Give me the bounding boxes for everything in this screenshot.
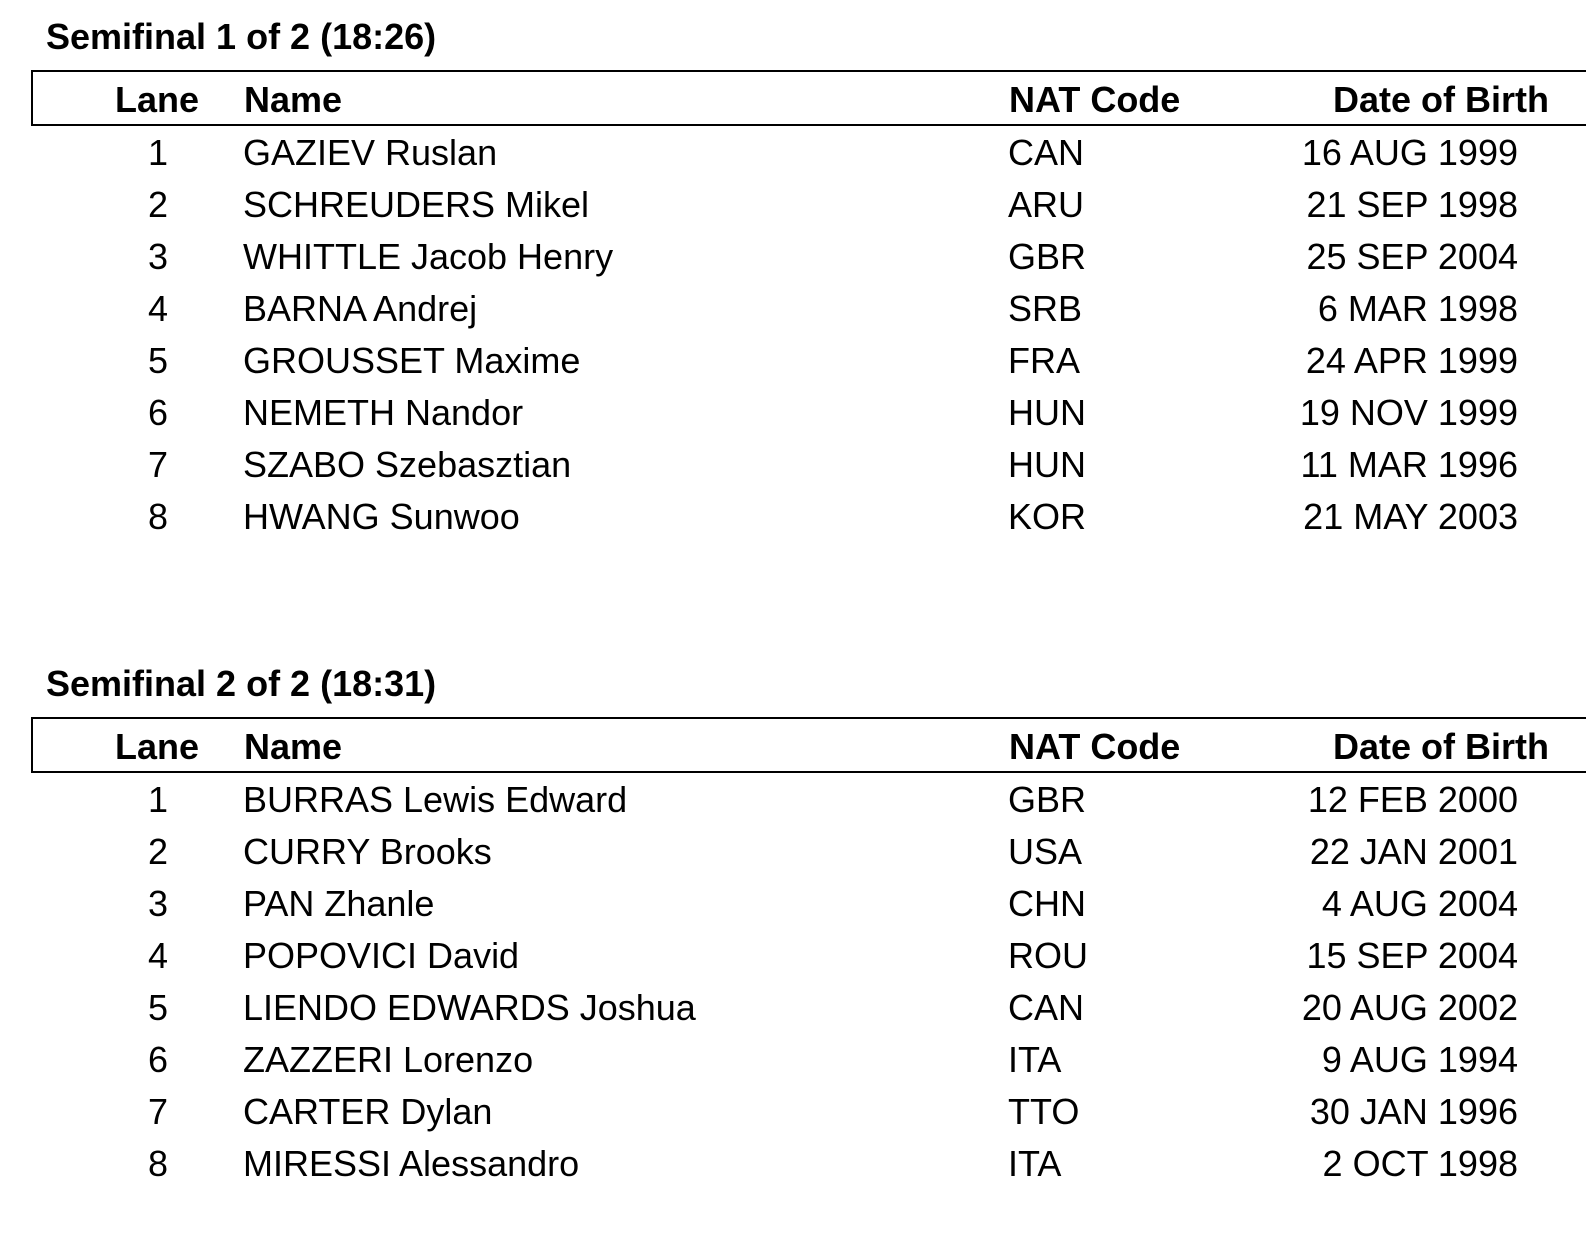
lane-number: 8 <box>147 496 168 537</box>
lane-number: 2 <box>147 184 168 225</box>
date-of-birth: 20 AUG 2002 <box>1301 987 1518 1028</box>
swimmer-name: BARNA Andrej <box>243 288 478 329</box>
column-header-name: Name <box>244 726 343 767</box>
nat-code: HUN <box>1008 392 1086 433</box>
swimmer-name: BURRAS Lewis Edward <box>243 779 628 820</box>
date-of-birth: 21 SEP 1998 <box>1306 184 1518 225</box>
table-row <box>0 1086 1586 1138</box>
swimmer-name: MIRESSI Alessandro <box>243 1143 580 1184</box>
lane-number: 4 <box>147 935 168 976</box>
lane-number: 5 <box>147 987 168 1028</box>
date-of-birth: 12 FEB 2000 <box>1307 779 1518 820</box>
swimmer-name: WHITTLE Jacob Henry <box>243 236 614 277</box>
nat-code: CAN <box>1008 987 1085 1028</box>
column-header-nat-code: NAT Code <box>1009 79 1181 120</box>
lane-number: 6 <box>147 1039 168 1080</box>
table-row <box>0 982 1586 1034</box>
nat-code: FRA <box>1008 340 1080 381</box>
lane-number: 1 <box>147 132 168 173</box>
date-of-birth: 4 AUG 2004 <box>1321 883 1518 924</box>
swimmer-name: GROUSSET Maxime <box>243 340 581 381</box>
lane-number: 4 <box>147 288 168 329</box>
column-header-lane: Lane <box>114 79 199 120</box>
nat-code: HUN <box>1008 444 1086 485</box>
swimmer-name: GAZIEV Ruslan <box>243 132 498 173</box>
table-row <box>0 1138 1586 1190</box>
column-header-name: Name <box>244 79 343 120</box>
nat-code: TTO <box>1008 1091 1080 1132</box>
table-row <box>0 1034 1586 1086</box>
date-of-birth: 6 MAR 1998 <box>1317 288 1518 329</box>
table-row <box>0 826 1586 878</box>
date-of-birth: 21 MAY 2003 <box>1303 496 1518 537</box>
table-row <box>0 491 1586 543</box>
lane-number: 6 <box>147 392 168 433</box>
nat-code: ROU <box>1008 935 1088 976</box>
date-of-birth: 30 JAN 1996 <box>1309 1091 1518 1132</box>
swimmer-name: CURRY Brooks <box>243 831 492 872</box>
table-row <box>0 231 1586 283</box>
table-row <box>0 774 1586 826</box>
lane-number: 1 <box>147 779 168 820</box>
table-row <box>0 179 1586 231</box>
table-row <box>0 283 1586 335</box>
nat-code: CAN <box>1008 132 1085 173</box>
table-row <box>0 439 1586 491</box>
table-row <box>0 878 1586 930</box>
swimmer-name: PAN Zhanle <box>243 883 435 924</box>
nat-code: ARU <box>1008 184 1085 225</box>
date-of-birth: 11 MAR 1996 <box>1300 444 1518 485</box>
column-header-nat-code: NAT Code <box>1009 726 1181 767</box>
swimmer-name: NEMETH Nandor <box>243 392 524 433</box>
swimmer-name: CARTER Dylan <box>243 1091 493 1132</box>
heat-title: Semifinal 1 of 2 (18:26) <box>46 16 437 57</box>
date-of-birth: 22 JAN 2001 <box>1309 831 1518 872</box>
lane-number: 2 <box>147 831 168 872</box>
date-of-birth: 15 SEP 2004 <box>1306 935 1518 976</box>
table-row <box>0 387 1586 439</box>
date-of-birth: 2 OCT 1998 <box>1322 1143 1518 1184</box>
nat-code: GBR <box>1008 779 1087 820</box>
date-of-birth: 19 NOV 1999 <box>1299 392 1518 433</box>
table-row <box>0 127 1586 179</box>
lane-number: 8 <box>147 1143 168 1184</box>
lane-number: 3 <box>147 883 168 924</box>
table-header <box>31 717 1586 773</box>
table-header <box>31 70 1586 126</box>
column-header-lane: Lane <box>114 726 199 767</box>
nat-code: CHN <box>1008 883 1086 924</box>
swimmer-name: SZABO Szebasztian <box>243 444 572 485</box>
nat-code: GBR <box>1008 236 1087 277</box>
heat-title: Semifinal 2 of 2 (18:31) <box>46 663 437 704</box>
swimmer-name: HWANG Sunwoo <box>243 496 520 537</box>
nat-code: ITA <box>1008 1039 1062 1080</box>
lane-number: 5 <box>147 340 168 381</box>
column-header-date-of-birth: Date of Birth <box>1333 79 1549 120</box>
date-of-birth: 9 AUG 1994 <box>1321 1039 1518 1080</box>
nat-code: KOR <box>1008 496 1087 537</box>
lane-number: 3 <box>147 236 168 277</box>
swimmer-name: LIENDO EDWARDS Joshua <box>243 987 696 1028</box>
nat-code: SRB <box>1008 288 1083 329</box>
date-of-birth: 24 APR 1999 <box>1305 340 1518 381</box>
lane-number: 7 <box>147 1091 168 1132</box>
date-of-birth: 25 SEP 2004 <box>1306 236 1518 277</box>
nat-code: USA <box>1008 831 1083 872</box>
swimmer-name: SCHREUDERS Mikel <box>243 184 590 225</box>
swimmer-name: POPOVICI David <box>243 935 520 976</box>
swimmer-name: ZAZZERI Lorenzo <box>243 1039 534 1080</box>
nat-code: ITA <box>1008 1143 1062 1184</box>
column-header-date-of-birth: Date of Birth <box>1333 726 1549 767</box>
table-row <box>0 930 1586 982</box>
table-row <box>0 335 1586 387</box>
date-of-birth: 16 AUG 1999 <box>1301 132 1518 173</box>
lane-number: 7 <box>147 444 168 485</box>
